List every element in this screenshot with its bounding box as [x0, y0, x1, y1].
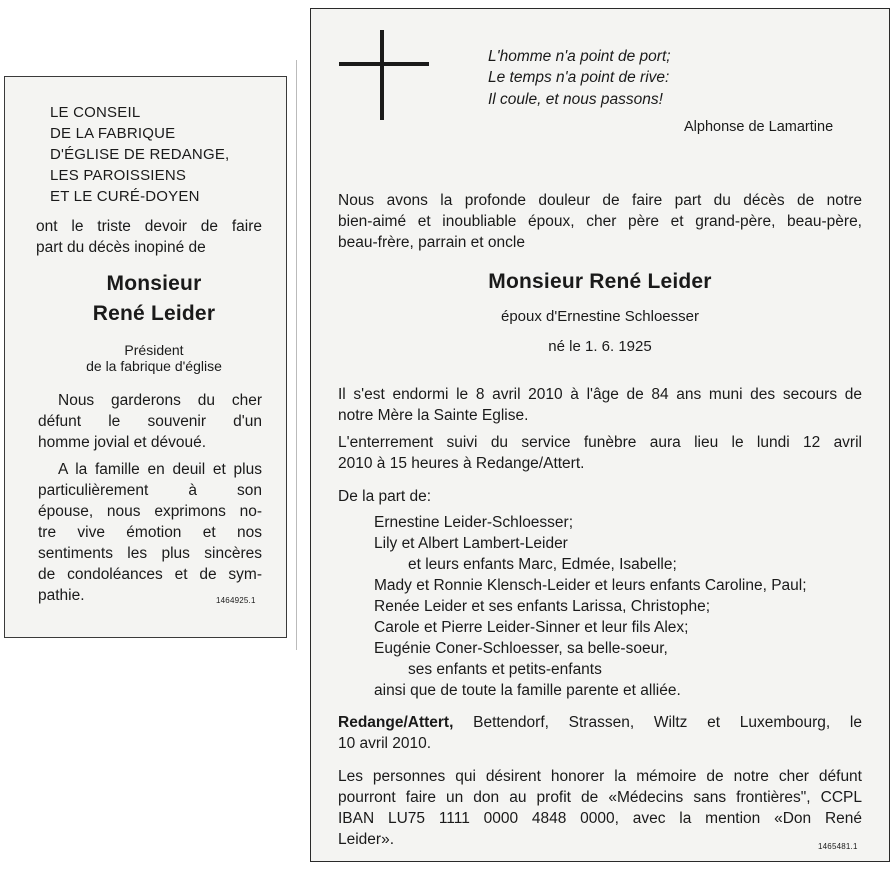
left-body-line: tre vive émotion et nos [38, 524, 262, 541]
place-bold: Redange/Attert, [338, 714, 454, 731]
family-line: Mady et Ronnie Klensch-Leider et leurs enfants Caroline, Paul; [374, 577, 807, 594]
left-intro-line: ont le triste devoir de faire [36, 218, 262, 235]
left-body-line: pathie. [38, 587, 85, 604]
council-header-line: LE CONSEIL [50, 104, 141, 121]
deceased-name-title: Monsieur [106, 272, 202, 295]
council-header-line: DE LA FABRIQUE [50, 125, 176, 142]
family-line: Lily et Albert Lambert-Leider [374, 535, 568, 552]
donation-line: Leider». [338, 831, 395, 848]
from-label: De la part de: [338, 488, 432, 505]
council-header-line: ET LE CURÉ-DOYEN [50, 188, 200, 205]
family-line: et leurs enfants Marc, Edmée, Isabelle; [408, 556, 677, 573]
left-reference-number: 1464925.1 [216, 596, 256, 605]
donation-line: IBAN LU75 1111 0000 4848 0000, avec la mention «Don René [338, 810, 862, 827]
family-line: Ernestine Leider-Schloesser; [374, 514, 574, 531]
left-body-line: Nous garderons du cher [58, 392, 262, 409]
left-body-line: homme jovial et dévoué. [38, 434, 207, 451]
family-line: ses enfants et petits-enfants [408, 661, 602, 678]
council-header-line: LES PAROISSIENS [50, 167, 187, 184]
deceased-name: René Leider [92, 302, 216, 325]
left-body-line: particulièrement à son [38, 482, 262, 499]
left-body-line: sentiments les plus sincères [38, 545, 262, 562]
family-line: ainsi que de toute la famille parente et alliée. [374, 682, 681, 699]
spouse-line: époux d'Ernestine Schloesser [501, 308, 699, 325]
place-rest: Bettendorf, Strassen, Wiltz et Luxembourg, le [453, 714, 862, 731]
deceased-role-detail: de la fabrique d'église [86, 358, 222, 374]
cross-icon-bar [339, 62, 429, 66]
cross-icon [380, 30, 384, 120]
death-line: notre Mère la Sainte Eglise. [338, 407, 529, 424]
right-intro-line: beau-frère, parrain et oncle [338, 234, 525, 251]
left-body-line: défunt le souvenir d'un [38, 413, 262, 430]
family-line: Eugénie Coner-Schloesser, sa belle-soeur, [374, 640, 668, 657]
deceased-role: Président [124, 342, 184, 358]
right-intro-line: Nous avons la profonde douleur de faire part du décès de notre [338, 192, 862, 209]
right-intro-line: bien-aimé et inoubliable époux, cher père et grand-père, beau-père, [338, 213, 862, 230]
poem-line: L'homme n'a point de port; [488, 48, 671, 65]
birth-date: né le 1. 6. 1925 [548, 338, 652, 355]
family-line: Carole et Pierre Leider-Sinner et leur fils Alex; [374, 619, 689, 636]
left-body-line: A la famille en deuil et plus [58, 461, 262, 478]
funeral-line: L'enterrement suivi du service funèbre aura lieu le lundi 12 avril [338, 434, 862, 451]
place-date-line [338, 712, 862, 734]
donation-line: pourront faire un don au profit de «Médecins sans frontières", CCPL [338, 789, 862, 806]
left-body-line: épouse, nous exprimons no- [38, 503, 262, 520]
funeral-line: 2010 à 15 heures à Redange/Attert. [338, 455, 585, 472]
right-reference-number: 1465481.1 [818, 842, 858, 851]
family-line: Renée Leider et ses enfants Larissa, Christophe; [374, 598, 711, 615]
left-body-line: de condoléances et de sym- [38, 566, 262, 583]
donation-line: Les personnes qui désirent honorer la mémoire de notre cher défunt [338, 768, 862, 785]
place-date-line2: 10 avril 2010. [338, 735, 432, 752]
death-line: Il s'est endormi le 8 avril 2010 à l'âge de 84 ans muni des secours de [338, 386, 862, 403]
poem-line: Le temps n'a point de rive: [488, 69, 670, 86]
poem-author: Alphonse de Lamartine [684, 119, 834, 135]
council-header-line: D'ÉGLISE DE REDANGE, [50, 146, 230, 163]
left-intro-line: part du décès inopiné de [36, 239, 206, 256]
deceased-full-name: Monsieur René Leider [488, 270, 712, 293]
poem-line: Il coule, et nous passons! [488, 91, 663, 108]
